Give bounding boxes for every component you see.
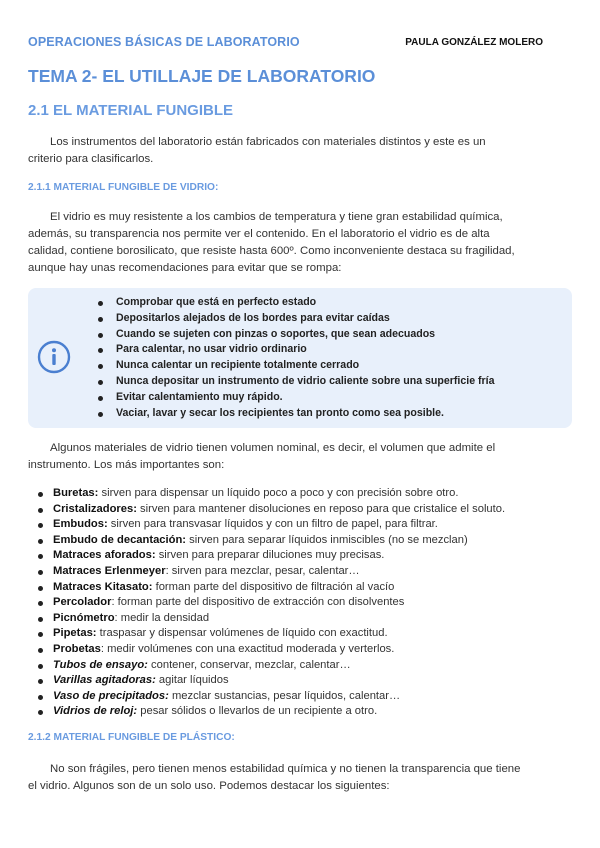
material-item bbox=[38, 626, 505, 642]
material-item bbox=[38, 580, 505, 596]
list-item: Depositarlos alejados de los bordes para evitar caídas bbox=[98, 311, 495, 327]
material-description: contener, conservar, mezclar, calentar… bbox=[147, 658, 351, 671]
material-term: Buretas: bbox=[53, 487, 99, 499]
material-item bbox=[38, 486, 505, 502]
material-term: Percolador bbox=[53, 596, 112, 609]
material-description: : medir volúmenes con una exactitud moderada y verterlos. bbox=[100, 642, 395, 655]
material-term: Embudos: bbox=[53, 518, 108, 531]
material-term bbox=[53, 705, 137, 717]
material-term-italic: Tubos de ensayo: bbox=[53, 658, 148, 671]
recommendations-list bbox=[98, 295, 495, 421]
material-item bbox=[38, 658, 505, 674]
material-description: pesar sólidos o llevarlos de un recipiente a otro. bbox=[137, 705, 378, 718]
list-item: Comprobar que está en perfecto estado bbox=[98, 295, 495, 311]
material-term: Cristalizadores: bbox=[53, 502, 137, 515]
paragraph-line: Algunos materiales de vidrio tienen volumen nominal, es decir, el volumen que admite el bbox=[50, 442, 496, 454]
paragraph-line: el vidrio. Algunos son de un solo uso. Podemos destacar los siguientes: bbox=[28, 780, 390, 792]
material-term: Matraces aforados: bbox=[53, 549, 156, 562]
material-description: sirven para preparar diluciones muy precisas. bbox=[155, 549, 385, 562]
material-term-italic: Vaso de precipitados: bbox=[53, 689, 169, 702]
material-term-italic: Varillas agitadoras: bbox=[53, 674, 156, 687]
paragraph-line: No son frágiles, pero tienen menos estabilidad química y no tienen la transparencia que tiene bbox=[50, 763, 521, 775]
material-description: : sirven para mezclar, pesar, calentar… bbox=[165, 564, 360, 577]
paragraph-line: además, su transparencia nos permite ver el contenido. En el laboratorio el vidrio es de alta bbox=[28, 228, 490, 240]
material-item bbox=[38, 611, 505, 627]
material-term: Matraces Kitasato: bbox=[53, 580, 153, 593]
material-item bbox=[38, 673, 505, 689]
material-description: sirven para transvasar líquidos y con un filtro de papel, para filtrar. bbox=[107, 518, 438, 531]
header-author: PAULA GONZÁLEZ MOLERO bbox=[405, 37, 543, 48]
header-course: OPERACIONES BÁSICAS DE LABORATORIO bbox=[28, 35, 300, 49]
material-term bbox=[53, 674, 156, 686]
page-title: TEMA 2- EL UTILLAJE DE LABORATORIO bbox=[28, 66, 376, 86]
material-term bbox=[53, 690, 169, 702]
list-item: Cuando se sujeten con pinzas o soportes, que sean adecuados bbox=[98, 327, 495, 343]
material-term bbox=[53, 659, 148, 671]
list-item: Nunca calentar un recipiente totalmente cerrado bbox=[98, 358, 495, 374]
material-item bbox=[38, 517, 505, 533]
materials-list bbox=[38, 486, 505, 720]
material-item bbox=[38, 595, 505, 611]
paragraph-line: calidad, contiene borosilicato, que resiste hasta 600º. Como inconveniente destaca su fragilidad, bbox=[28, 245, 515, 257]
material-description: forman parte del dispositivo de filtración al vacío bbox=[152, 580, 395, 593]
subsection-heading-glass: 2.1.1 MATERIAL FUNGIBLE DE VIDRIO: bbox=[28, 182, 219, 193]
intro-paragraph bbox=[28, 134, 576, 168]
paragraph-line: instrumento. Los más importantes son: bbox=[28, 459, 225, 471]
material-item bbox=[38, 533, 505, 549]
paragraph-line: Los instrumentos del laboratorio están fabricados con materiales distintos y este es un bbox=[50, 136, 486, 148]
material-description: sirven para mantener disoluciones en reposo para que cristalice el soluto. bbox=[136, 502, 506, 515]
material-term: Matraces Erlenmeyer bbox=[53, 564, 166, 577]
material-item bbox=[38, 689, 505, 705]
material-description: mezclar sustancias, pesar líquidos, calentar… bbox=[168, 689, 401, 702]
material-description: : forman parte del dispositivo de extracción con disolventes bbox=[111, 596, 405, 609]
material-item bbox=[38, 548, 505, 564]
material-item bbox=[38, 704, 505, 720]
material-term: Picnómetro bbox=[53, 611, 115, 624]
list-item: Vaciar, lavar y secar los recipientes tan pronto como sea posible. bbox=[98, 406, 495, 422]
material-term: Probetas bbox=[53, 642, 101, 655]
material-description: sirven para separar líquidos inmiscibles (no se mezclan) bbox=[186, 533, 468, 546]
material-term-italic: Vidrios de reloj: bbox=[53, 705, 138, 718]
material-item bbox=[38, 642, 505, 658]
section-heading: 2.1 EL MATERIAL FUNGIBLE bbox=[28, 102, 234, 119]
info-icon bbox=[37, 340, 71, 374]
recommendations-callout bbox=[28, 288, 572, 428]
material-description: traspasar y dispensar volúmenes de líquido con exactitud. bbox=[96, 627, 388, 640]
paragraph-line: criterio para clasificarlos. bbox=[28, 153, 154, 165]
glass-paragraph bbox=[28, 209, 576, 277]
material-item bbox=[38, 502, 505, 518]
plastic-paragraph bbox=[28, 761, 576, 795]
material-item bbox=[38, 564, 505, 580]
material-term: Embudo de decantación: bbox=[53, 533, 187, 546]
paragraph-line: aunque hay unas recomendaciones para evitar que se rompa: bbox=[28, 262, 342, 274]
list-item: Evitar calentamiento muy rápido. bbox=[98, 390, 495, 406]
list-item: Nunca depositar un instrumento de vidrio caliente sobre una superficie fría bbox=[98, 374, 495, 390]
material-description: sirven para dispensar un líquido poco a poco y con precisión sobre otro. bbox=[98, 487, 459, 499]
material-description: agitar líquidos bbox=[155, 674, 229, 687]
paragraph-line: El vidrio es muy resistente a los cambios de temperatura y tiene gran estabilidad química, bbox=[50, 211, 503, 223]
material-description: : medir la densidad bbox=[114, 611, 210, 624]
material-term: Pipetas: bbox=[53, 627, 97, 640]
volume-paragraph bbox=[28, 440, 576, 474]
subsection-heading-plastic: 2.1.2 MATERIAL FUNGIBLE DE PLÁSTICO: bbox=[28, 732, 235, 743]
list-item: Para calentar, no usar vidrio ordinario bbox=[98, 342, 495, 358]
